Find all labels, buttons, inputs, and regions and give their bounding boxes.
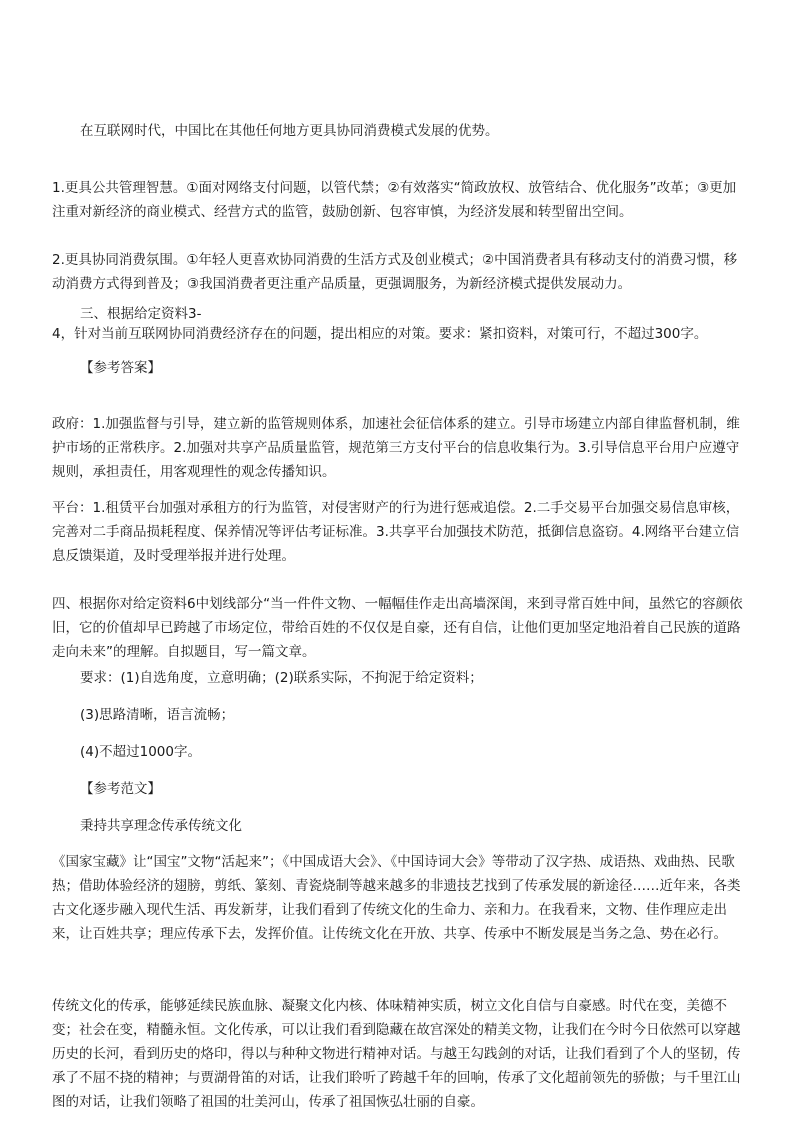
requirement-1-2: 要求：(1)自选角度，立意明确；(2)联系实际，不拘泥于给定资料；: [80, 670, 483, 686]
intro-paragraph: 在互联网时代，中国比在其他任何地方更具协同消费模式发展的优势。: [80, 123, 499, 139]
question-4-paragraph: 四、根据你对给定资料6中划线部分“当一件件文物、一幅幅佳作走出高墙深闺，来到寻常百姓中间，虽然它的容颜依旧，它的价值却早已跨越了市场定位，带给百姓的不仅仅是自豪，还有自信，让他们更加坚定地沿着自己民族的道路走向未来”的理解。自拟题目，写一篇文章。: [52, 596, 743, 660]
government-measures-paragraph: 政府：1.加强监督与引导，建立新的监管规则体系，加速社会征信体系的建立。引导市场建立内部自律监督机制，维护市场的正常秩序。2.加强对共享产品质量监管，规范第三方支付平台的信息收集行为。3.引导信息平台用户应遵守规则，承担责任，用客观理性的观念传播知识。: [52, 416, 740, 480]
reference-answer-heading: 【参考答案】: [80, 360, 161, 376]
question-3-line-2: 4，针对当前互联网协同消费经济存在的问题，提出相应的对策。要求：紧扣资料，对策可行，不超过300字。: [52, 326, 708, 342]
point-1-paragraph: 1.更具公共管理智慧。①面对网络支付问题，以管代禁；②有效落实“简政放权、放管结合、优化服务”改革；③更加注重对新经济的商业模式、经营方式的监管，鼓励创新、包容审慎，为经济发展和转型留出空间。: [52, 180, 737, 220]
platform-measures-paragraph: 平台：1.租赁平台加强对承租方的行为监管，对侵害财产的行为进行惩戒追偿。2.二手交易平台加强交易信息审核，完善对二手商品损耗程度、保养情况等评估考证标准。3.共享平台加强技术防范，抵御信息盗窃。4.网络平台建立信息反馈渠道，及时受理举报并进行处理。: [52, 500, 740, 564]
reference-essay-heading: 【参考范文】: [80, 781, 161, 797]
requirement-3: (3)思路清晰，语言流畅；: [80, 707, 235, 723]
essay-title: 秉持共享理念传承传统文化: [80, 818, 242, 834]
requirement-4: (4)不超过1000字。: [80, 744, 201, 760]
question-3-line-1: 三、根据给定资料3-: [80, 306, 202, 322]
essay-paragraph-2: 传统文化的传承，能够延续民族血脉、凝聚文化内核、体味精神实质，树立文化自信与自豪感。时代在变，美德不变；社会在变，精髓永恒。文化传承，可以让我们看到隐藏在故宫深处的精美文物，让我们在今时今日依然可以穿越历史的长河，看到历史的烙印，得以与种种文物进行精神对话。与越王勾践剑的对话，让我们看到了个人的坚韧，传承了不屈不挠的精神；与贾湖骨笛的对话，让我们聆听了跨越千年的回响，传承了文化超前领先的骄傲；与千里江山图的对话，让我们领略了祖国的壮美河山，传承了祖国恢弘壮丽的自豪。: [52, 998, 741, 1110]
essay-paragraph-1: 《国家宝藏》让“国宝”文物“活起来”；《中国成语大会》、《中国诗词大会》等带动了汉字热、成语热、戏曲热、民歌热；借助体验经济的翅膀，剪纸、篆刻、青瓷烧制等越来越多的非遗技艺找到了传承发展的新途径……近年来，各类古文化逐步融入现代生活、再发新芽，让我们看到了传统文化的生命力、亲和力。在我看来，文物、佳作理应走出来，让百姓共享；理应传承下去，发挥价值。让传统文化在开放、共享、传承中不断发展是当务之急、势在必行。: [52, 854, 741, 942]
point-2-paragraph: 2.更具协同消费氛围。①年轻人更喜欢协同消费的生活方式及创业模式；②中国消费者具有移动支付的消费习惯，移动消费方式得到普及；③我国消费者更注重产品质量，更强调服务，为新经济模式提供发展动力。: [52, 252, 738, 292]
